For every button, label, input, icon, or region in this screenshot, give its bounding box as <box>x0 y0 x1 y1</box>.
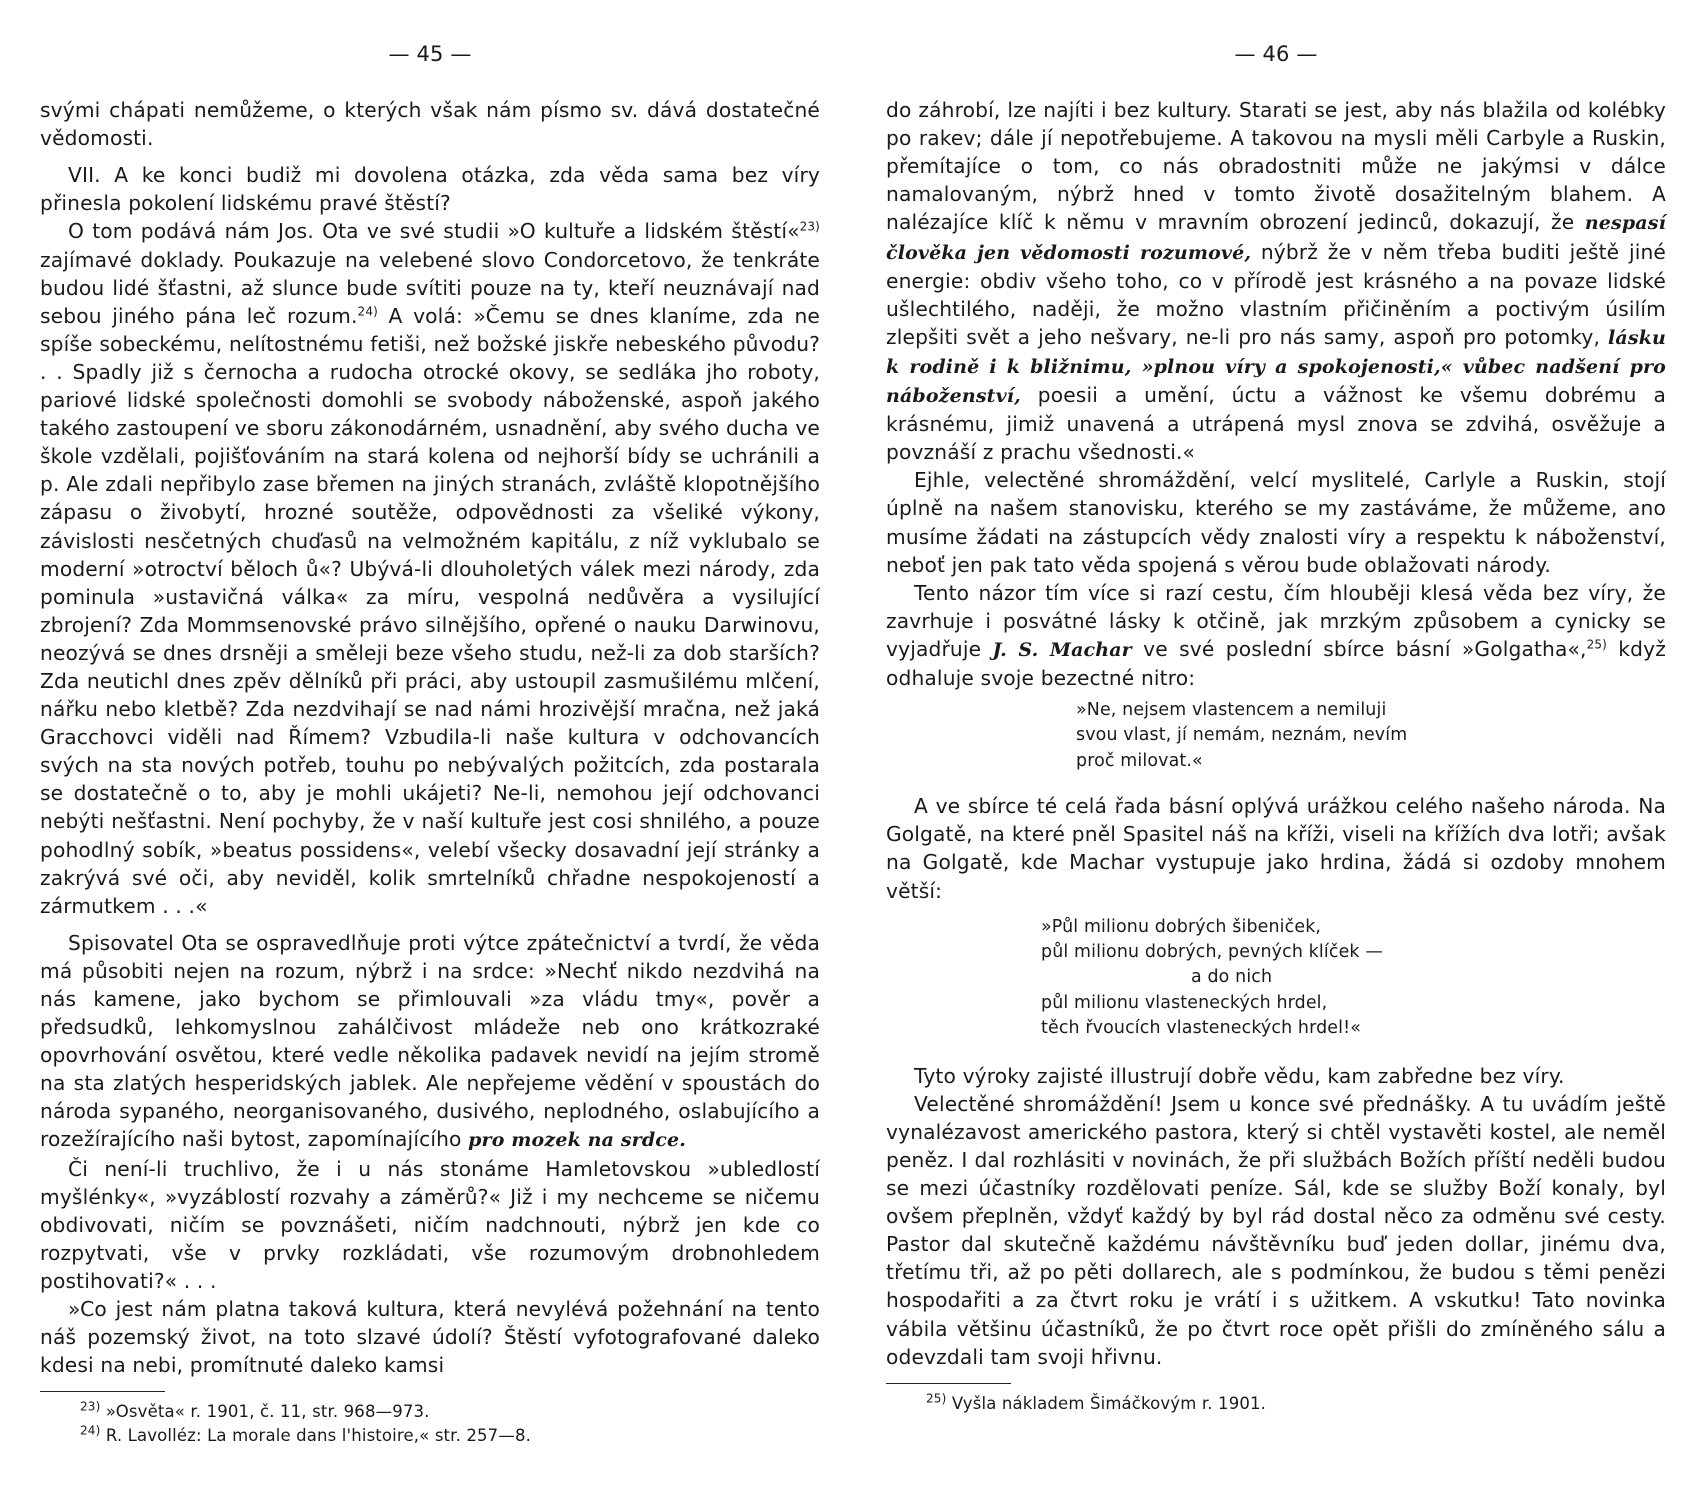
paragraph-text: když odhaluje svoje bezectné nitro: <box>886 636 1666 690</box>
footnote-ref: 23) <box>799 219 820 234</box>
paragraph <box>40 217 820 919</box>
footnote-rule <box>40 1391 165 1392</box>
paragraph: Ejhle, velectěné shromáždění, velcí myslitelé, Carlyle a Ruskin, stojí úplně na našem stanovisku, kterého se my zastáváme, že můžeme, ano musíme žádati na zástupcích vědy znalosti víry a respektu k náboženství, neboť jen pak tato věda spojená s věrou bude oblažovati národy. <box>886 468 1666 577</box>
poem-line: »Ne, nejsem vlastencem a nemiluji <box>1076 700 1387 721</box>
italic-text: pro mozek na srdce. <box>468 1129 686 1152</box>
right-page <box>886 40 1666 1416</box>
footnote <box>40 1424 820 1448</box>
italic-text: vůbec nadšení pro náboženství, <box>886 355 1666 408</box>
poem-quote <box>886 698 1666 774</box>
poem-line: »Půl milionu dobrých šibeniček, <box>1041 916 1322 937</box>
paragraph: svými chápati nemůžeme, o kterých však nám písmo sv. dává dostatečné vědomosti. <box>40 98 820 151</box>
paragraph-text: poesii a umění, úctu a vážnost ke všemu dobrému a krásnému, jimiž unavená a utrápená mysl znova se zdvihá, osvěžuje a povznáší z prachu všednosti.« <box>886 383 1666 465</box>
footnote <box>40 1400 820 1424</box>
italic-text: nespasí člověka jen vědomosti rozumové, <box>886 212 1666 264</box>
poem-line: těch řvoucích vlasteneckých hrdel!« <box>1041 1018 1362 1039</box>
page-number: — 46 — <box>1234 42 1318 66</box>
poem-line: půl milionu dobrých, pevných klíček — <box>1041 942 1383 963</box>
footnote-ref: 25) <box>1586 637 1607 652</box>
poem-line: proč milovat.« <box>1076 750 1203 771</box>
footnote-rule <box>886 1383 1011 1384</box>
page-number: — 45 — <box>388 42 472 66</box>
paragraph-text: nýbrž že v něm třeba buditi ještě jiné energie: obdiv všeho toho, co v přírodě jest krásného a na povaze lidské ušlechtilého, naději, že možno vlastním přičiněním a poctivým úsilím zlepšiti svět a jeho nešvary, ne-li pro nás samy, aspoň pro potomky, <box>886 239 1666 349</box>
footnote-mark: 24) <box>80 1423 101 1438</box>
italic-text: J. S. Machar <box>992 638 1132 661</box>
footnote-text: Vyšla nákladem Šimáčkovým r. 1901. <box>951 1393 1267 1413</box>
page-body <box>40 96 820 1379</box>
footnote-ref: 24) <box>357 304 378 319</box>
footnote-text: R. Lavolléz: La morale dans l'histoire,« str. 257—8. <box>105 1426 532 1446</box>
paragraph: Či není-li truchlivo, že i u nás stonáme Hamletovskou »ubledlostí myšlénky«, »vyzáblostí rozvahy a záměrů?« Již i my nechceme se ničemu obdivovati, ničím se povznášeti, ničím nadchnouti, nýbrž jen kde co rozpytvati, vše v prvky rozkládati, vše rozumovým drobnohledem postihovati?« . . . <box>40 1156 820 1293</box>
paragraph-text: O tom podává nám Jos. Ota ve své studii »O kultuře a lidském štěstí« <box>68 219 800 244</box>
paragraph-text: zajímavé doklady. Poukazuje na velebené slovo Condorcetovo, že tenkráte budou lidé šťastni, až slunce bude svítiti pouze na ty, kteří neuznávají nad sebou jiného pána leč rozum. <box>40 247 820 328</box>
paragraph <box>886 96 1666 466</box>
paragraph: VII. A ke konci budiž mi dovolena otázka, zda věda sama bez víry přinesla pokolení lidskému pravé štěstí? <box>40 163 820 216</box>
footnote <box>886 1392 1666 1416</box>
footnote-mark: 23) <box>80 1399 101 1414</box>
paragraph <box>40 929 820 1155</box>
poem-line: půl milionu vlasteneckých hrdel, <box>1041 992 1328 1013</box>
paragraph-text: Spisovatel Ota se ospravedlňuje proti výtce zpátečnictví a tvrdí, že věda má působiti nejen na rozum, nýbrž i na srdce: »Nechť nikdo nezdvihá na nás kamene, jako bychom se přimlouvali »za vládu tmy«, pověr a předsudků, lehkomyslnou zahálčivost mládeže neb ono krátkozraké opovrhování osvětou, které vedle několika padavek nevidí na jejím stromě na sta zlatých hesperidských jablek. Ale nepřejeme vědění v spoustách do národa sypaného, neorganisovaného, dusivého, neplodného, oslabujícího a rozežírajícího naši bytost, zapomínajícího <box>40 930 820 1152</box>
paragraph <box>886 579 1666 692</box>
paragraph-text: A volá: »Čemu se dnes klaníme, zda ne spíše sobeckému, nelítostnému fetiši, než božské jiskře nebeského původu? . . Spadly již s černocha a rudocha otrocké okovy, se sedláka jho roboty, pariové lidské společnosti domohli se svobody náboženské, aspoň jakého takého zastoupení ve sboru zákonodárném, usnadnění, aby svého ducha ve škole vzdělali, pojišťováním na stará kolena od nejhorší bídy se uchránili a p. Ale zdali nepřibylo zase břemen na jiných stranách, zvláště klopotnějšího zápasu o živobytí, hrozné soutěže, odpovědnosti za všeliké výkony, závislosti nesčetných chuďasů na velmožném kapitálu, z níž vyklubalo se moderní »otroctví běloch ů«? Ubývá-li dlouholetých válek mezi národy, zda pominula »ustavičná válka« za míru, vespolná nedůvěra a vysilující zbrojení? Zda Mommsenovské právo silnějšího, opřené o nauku Darwinovu, neozývá se dnes drsněji a směleji beze všeho studu, než-li za dob starších? Zda neutichl dnes zpěv dělníků při práci, aby ustoupil zasmušilému mlčení, nářku nebo kletbě? Zda nezdvihají se nad námi hrozivější mračna, než jaká Gracchovci viděli nad Římem? Vzbudila-li naše kultura v odchovancích svých na sta nových potřeb, touhu po nebývalých požitcích, zda postarala se dostatečně o to, aby je mohli ukájeti? Ne-li, nemohou její odchovanci nebýti nešťastni. Není pochyby, že v naší kultuře jest cosi shnilého, a pouze pohodlný sobík, »beatus possidens«, velebí všecky dosavadní její stránky a zakrývá své oči, aby neviděl, kolik smrtelníků chřadne nespokojeností a zármutkem . . .« <box>40 303 820 918</box>
paragraph: Velectěné shromáždění! Jsem u konce své přednášky. A tu uvádím ještě vynalézavost amerického pastora, který si chtěl vystavěti kostel, ale neměl peněz. I dal rozhlásiti v novinách, že při službách Božích příští neděli budou se mezi účastníky rozdělovati peníze. Sál, kde se služby Boží konaly, byl ovšem přeplněn, vždyť každý by byl rád dostal něco za odměnu své cesty. Pastor dal skutečně každému návštěvníku buď jeden dollar, jinému dva, třetímu tři, až po pěti dollarech, ale s podmínkou, že budou s těmi penězi hospodařiti a za čtvrt roku je vrátí i s užitkem. A vskutku! Tato novinka vábila většinu účastníků, že po čtvrt roce opět přišli do zmíněného sálu a odevzdali tam svoji hřivnu. <box>886 1091 1666 1369</box>
footnote-mark: 25) <box>926 1391 947 1406</box>
paragraph-text: ve své poslední sbírce básní »Golgatha«, <box>1143 636 1587 661</box>
footnote-text: »Osvěta« r. 1901, č. 11, str. 968—973. <box>105 1402 430 1422</box>
poem-line: a do nich <box>1191 967 1273 988</box>
paragraph-text: do záhrobí, lze najíti i bez kultury. Starati se jest, aby nás blažila od kolébky po rakev; dále jí nepotřebujeme. A takovou na mysli měli Carbyle a Ruskin, přemítajíce o tom, co nás obradostniti může ne jakýmsi v dálce namalovaným, nýbrž hned v tomto životě dosažitelným blahem. A nalézajíce klíč k němu v mravním obrození jedinců, dokazují, že <box>886 98 1666 235</box>
italic-text: lásku k rodině i k bližnimu, »plnou víry a spokojenosti,« <box>886 326 1666 378</box>
paragraph: »Co jest nám platna taková kultura, která nevylévá požehnání na tento náš pozemský život, na toto slzavé údolí? Štěstí vyfotografované daleko kdesi na nebi, promítnuté daleko kamsi <box>40 1297 820 1378</box>
left-page <box>40 40 820 1448</box>
poem-quote <box>886 915 1666 1042</box>
page-body <box>886 96 1666 1371</box>
paragraph: Tyto výroky zajisté illustrují dobře vědu, kam zabředne bez víry. <box>914 1063 1565 1088</box>
paragraph-text: Tento názor tím více si razí cestu, čím hlouběji klesá věda bez víry, že zavrhuje i posvátné lásky k otčině, jak mrzkým způsobem a cynicky se vyjadřuje <box>886 580 1666 661</box>
paragraph: A ve sbírce té celá řada básní oplývá urážkou celého našeho národa. Na Golgatě, na které pněl Spasitel náš na kříži, viseli na křížích dva lotři; avšak na Golgatě, kde Machar vystupuje jako hrdina, žádá si ozdoby mnohem větší: <box>886 794 1666 903</box>
poem-line: svou vlast, jí nemám, neznám, nevím <box>1076 725 1408 746</box>
